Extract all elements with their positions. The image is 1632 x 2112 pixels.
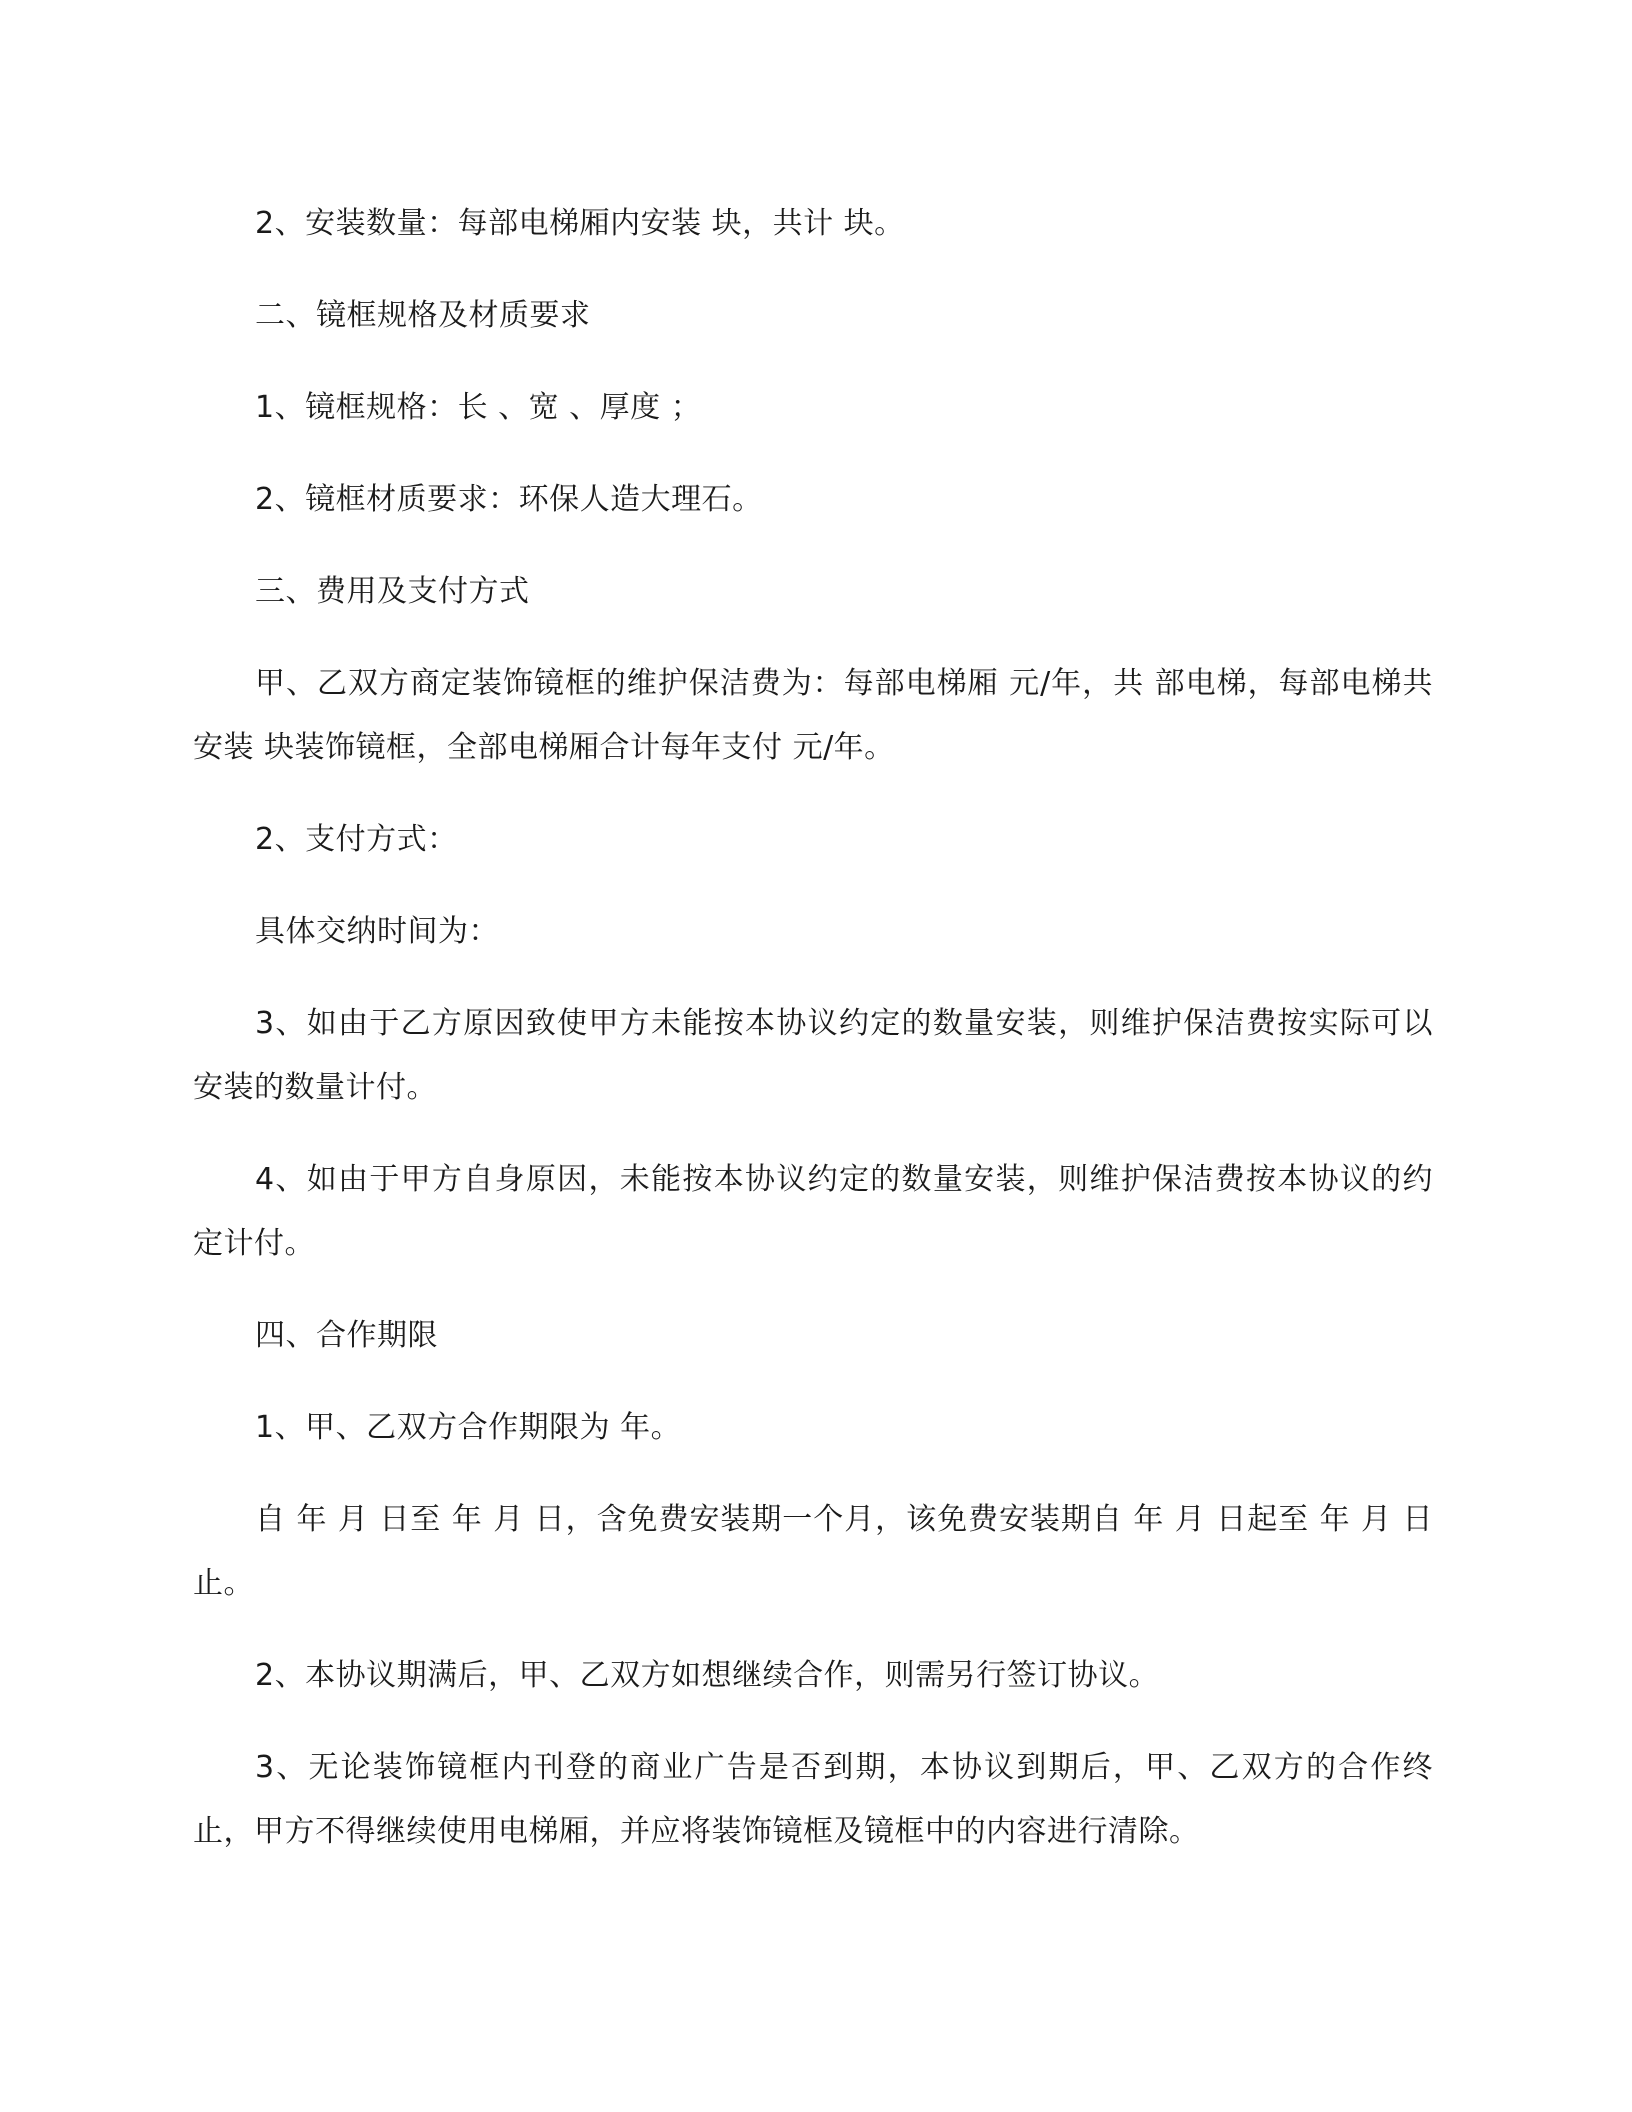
- paragraph-maintenance-fee: 甲、乙双方商定装饰镜框的维护保洁费为：每部电梯厢 元/年，共 部电梯，每部电梯共安装 块装饰镜框，全部电梯厢合计每年支付 元/年。: [193, 666, 1433, 765]
- heading-cooperation-term: 四、合作期限: [255, 1318, 438, 1353]
- paragraph-frame-size: 1、镜框规格：长 、宽 、厚度 ；: [255, 390, 702, 425]
- paragraph-party-b-cause: 3、如由于乙方原因致使甲方未能按本协议约定的数量安装，则维护保洁费按实际可以安装的数量计付。: [193, 1006, 1433, 1105]
- paragraph-install-quantity: 2、安装数量：每部电梯厢内安装 块，共计 块。: [255, 206, 905, 241]
- document-body: [193, 192, 1433, 1864]
- paragraph-payment-method: 2、支付方式：: [255, 822, 458, 857]
- paragraph-termination: 3、无论装饰镜框内刊登的商业广告是否到期，本协议到期后，甲、乙双方的合作终止，甲方不得继续使用电梯厢，并应将装饰镜框及镜框中的内容进行清除。: [193, 1750, 1433, 1849]
- paragraph-renewal: 2、本协议期满后，甲、乙双方如想继续合作，则需另行签订协议。: [255, 1658, 1160, 1693]
- paragraph-party-a-cause: 4、如由于甲方自身原因，未能按本协议约定的数量安装，则维护保洁费按本协议的约定计付。: [193, 1162, 1433, 1261]
- heading-frame-specs: 二、镜框规格及材质要求: [255, 298, 591, 333]
- paragraph-term-years: 1、甲、乙双方合作期限为 年。: [255, 1410, 682, 1445]
- paragraph-frame-material: 2、镜框材质要求：环保人造大理石。: [255, 482, 763, 517]
- heading-fees-payment: 三、费用及支付方式: [255, 574, 530, 609]
- paragraph-payment-time: 具体交纳时间为：: [255, 914, 499, 949]
- paragraph-term-dates: 自 年 月 日至 年 月 日，含免费安装期一个月，该免费安装期自 年 月 日起至 年 月 日止。: [193, 1502, 1433, 1601]
